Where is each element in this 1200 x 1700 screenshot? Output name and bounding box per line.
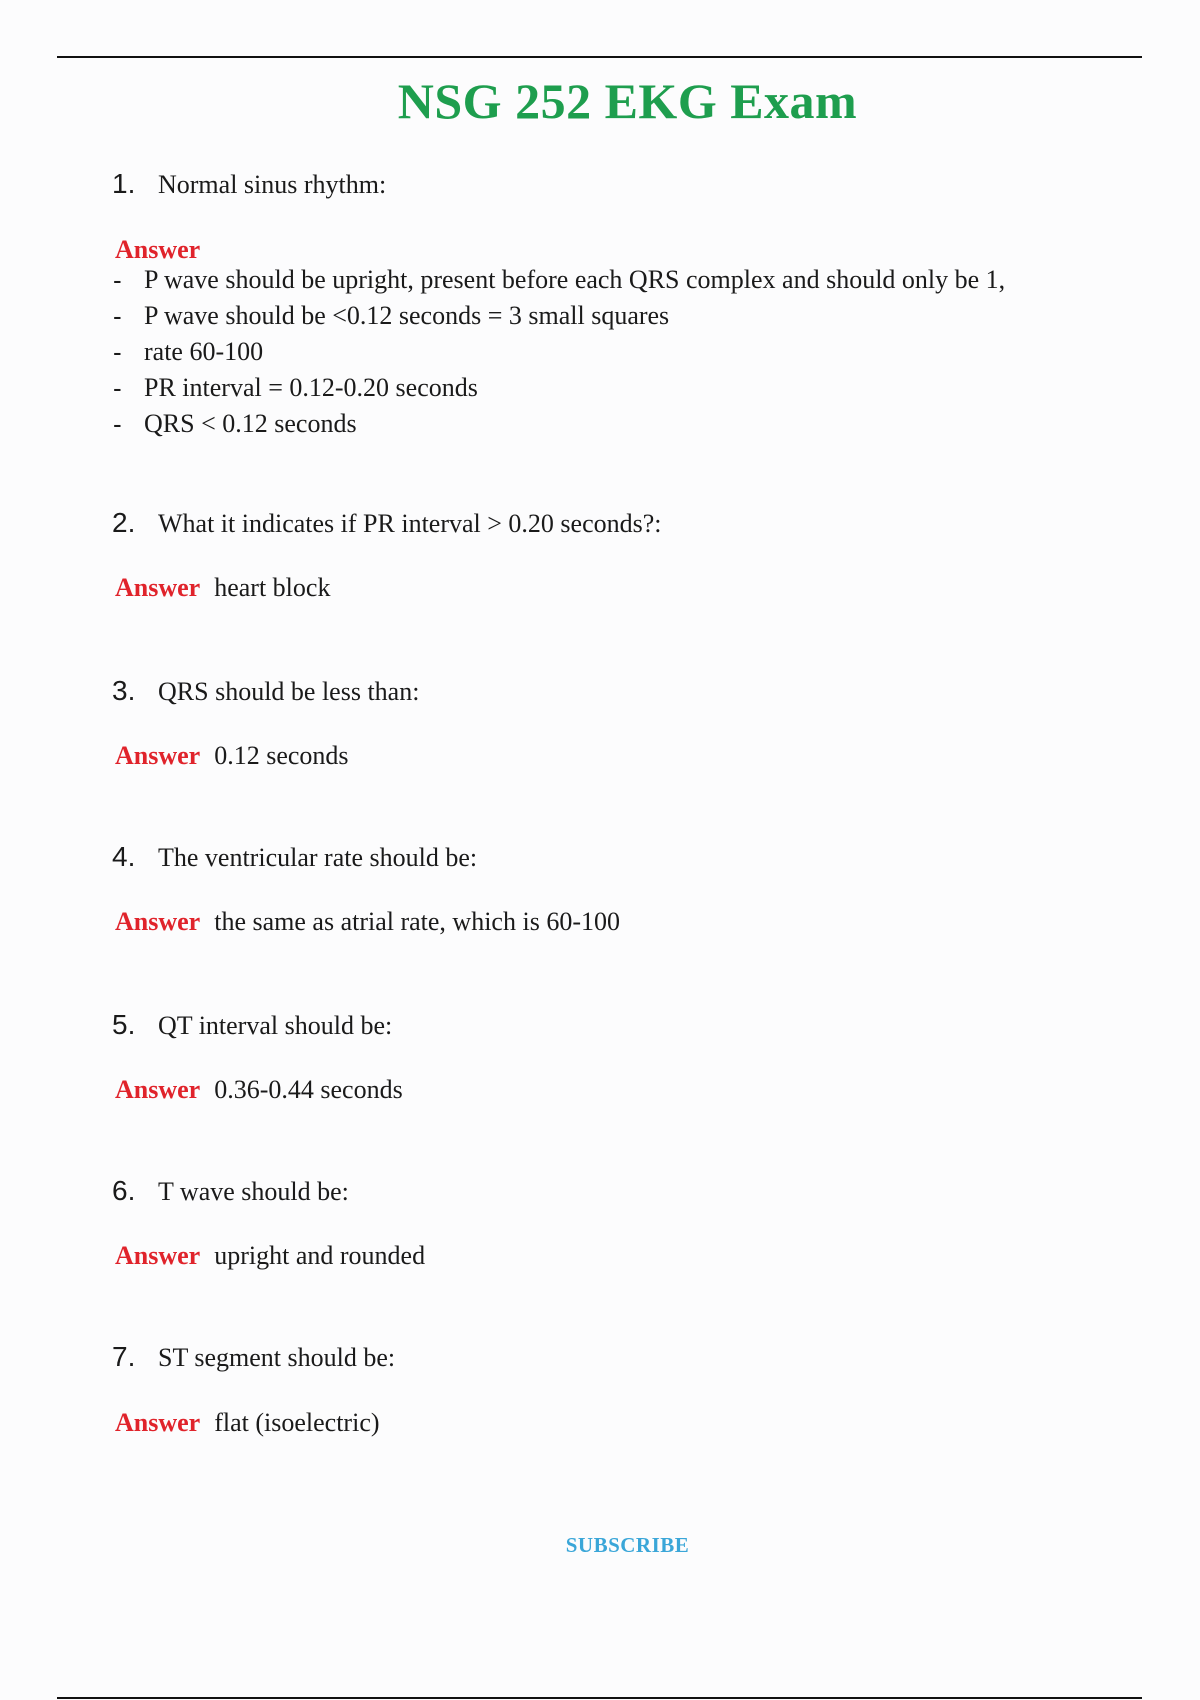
page-title: NSG 252 EKG Exam bbox=[397, 73, 858, 129]
answer-text: 0.36-0.44 seconds bbox=[214, 1075, 403, 1104]
question-text: The ventricular rate should be: bbox=[158, 843, 478, 872]
list-item: - PR interval = 0.12-0.20 seconds bbox=[113, 373, 478, 403]
answer-label: Answer bbox=[115, 1075, 201, 1104]
answer-text: heart block bbox=[214, 573, 331, 602]
answer-label: Answer bbox=[115, 741, 201, 770]
list-item: - QRS < 0.12 seconds bbox=[113, 409, 357, 439]
question-number: 7. bbox=[112, 1341, 136, 1372]
question-text: QT interval should be: bbox=[158, 1011, 393, 1040]
answer-1 bbox=[115, 234, 214, 266]
question-number: 6. bbox=[112, 1175, 136, 1206]
answer-4 bbox=[115, 906, 620, 938]
question-text: ST segment should be: bbox=[158, 1343, 396, 1372]
question-text: T wave should be: bbox=[158, 1177, 349, 1206]
answer-text: upright and rounded bbox=[214, 1241, 426, 1270]
question-4 bbox=[112, 841, 477, 874]
answer-label: Answer bbox=[115, 1241, 201, 1270]
answer-text: flat (isoelectric) bbox=[214, 1408, 380, 1437]
top-divider bbox=[57, 56, 1142, 58]
question-1 bbox=[112, 168, 386, 201]
answer-7 bbox=[115, 1407, 380, 1439]
question-5 bbox=[112, 1009, 392, 1042]
question-2 bbox=[112, 507, 662, 540]
question-number: 3. bbox=[112, 675, 136, 706]
answer-text: the same as atrial rate, which is 60-100 bbox=[214, 907, 620, 936]
answer-2 bbox=[115, 572, 330, 604]
answer-label: Answer bbox=[115, 907, 201, 936]
answer-6 bbox=[115, 1240, 425, 1272]
answer-1-bullet-list bbox=[113, 264, 1005, 444]
list-item: - rate 60-100 bbox=[113, 337, 264, 367]
subscribe-link[interactable]: SUBSCRIBE bbox=[565, 1533, 690, 1557]
answer-text: 0.12 seconds bbox=[214, 741, 349, 770]
question-7 bbox=[112, 1341, 395, 1374]
bottom-divider bbox=[57, 1697, 1142, 1699]
answer-label: Answer bbox=[115, 573, 201, 602]
answer-label: Answer bbox=[115, 1408, 201, 1437]
answer-3 bbox=[115, 740, 349, 772]
question-6 bbox=[112, 1175, 349, 1208]
question-text: What it indicates if PR interval > 0.20 seconds?: bbox=[158, 509, 662, 538]
question-text: QRS should be less than: bbox=[158, 677, 420, 706]
question-text: Normal sinus rhythm: bbox=[158, 170, 387, 199]
question-3 bbox=[112, 675, 419, 708]
question-number: 1. bbox=[112, 168, 136, 199]
list-item: - P wave should be <0.12 seconds = 3 small squares bbox=[113, 301, 670, 331]
answer-5 bbox=[115, 1074, 403, 1106]
question-number: 5. bbox=[112, 1009, 136, 1040]
question-number: 4. bbox=[112, 841, 136, 872]
question-number: 2. bbox=[112, 507, 136, 538]
list-item: - P wave should be upright, present before each QRS complex and should only be 1, bbox=[113, 265, 1006, 295]
answer-label: Answer bbox=[115, 235, 201, 264]
